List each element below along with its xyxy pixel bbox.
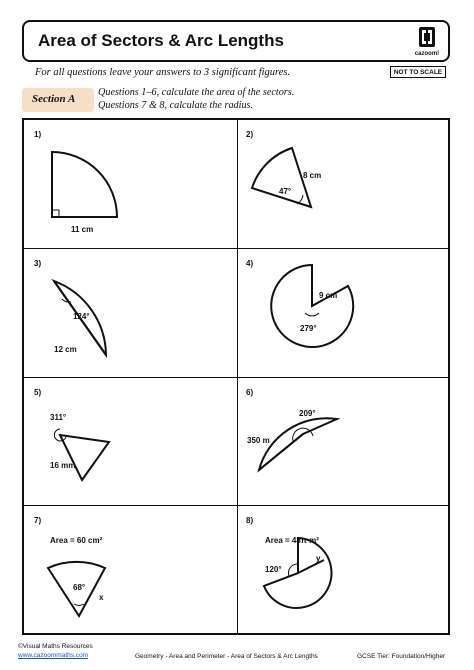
instructions: For all questions leave your answers to 3 significant figures.: [35, 67, 291, 78]
logo-text: cazoom!: [414, 51, 440, 57]
label-1-radius: 11 cm: [71, 225, 94, 234]
sector-diagram-5: [24, 378, 236, 506]
label-7-angle: 68°: [73, 583, 86, 592]
label-6-angle: 209°: [299, 409, 316, 418]
label-5-angle: 311°: [50, 413, 67, 422]
label-8-angle: 120°: [265, 565, 282, 574]
label-3-radius: 12 cm: [54, 345, 77, 354]
sector-diagram-1: [24, 120, 236, 248]
question-number-7: 7): [34, 516, 42, 525]
question-number-2: 2): [246, 130, 254, 139]
question-number-5: 5): [34, 388, 42, 397]
sector-diagram-2: [237, 120, 448, 248]
question-number-1: 1): [34, 130, 42, 139]
sector-diagram-3: [24, 249, 236, 377]
sector-diagram-7: [24, 506, 236, 634]
footer-topic: Geometry - Area and Perimeter - Area of Sectors & Arc Lengths: [135, 653, 318, 660]
section-label: Section A: [32, 93, 76, 105]
question-number-6: 6): [246, 388, 254, 397]
label-3-angle: 124°: [73, 312, 90, 321]
section-instruction-1: Questions 1–6, calculate the area of the sectors.: [98, 87, 295, 98]
question-number-3: 3): [34, 259, 42, 268]
label-5-radius: 16 mm: [50, 461, 76, 470]
footer-tier: GCSE Tier: Foundation/Higher: [357, 653, 446, 660]
footer-copyright: ©Visual Maths Resources: [18, 643, 93, 650]
sector-diagram-8: [237, 506, 448, 634]
label-8-unknown: y: [316, 554, 321, 563]
footer-link[interactable]: www.cazoommaths.com: [18, 652, 89, 659]
label-4-radius: 9 cm: [319, 291, 338, 300]
label-6-radius: 350 m: [247, 436, 270, 445]
footer-left: [18, 642, 93, 660]
section-instruction-2: Questions 7 & 8, calculate the radius.: [98, 100, 254, 111]
questions-grid: [22, 118, 450, 635]
title-box: [22, 20, 450, 62]
not-to-scale-badge: NOT TO SCALE: [390, 66, 446, 78]
label-8-area: Area = 48π m²: [265, 536, 319, 545]
sector-diagram-6: [237, 378, 448, 506]
question-number-4: 4): [246, 259, 254, 268]
label-7-unknown: x: [99, 593, 104, 602]
question-number-8: 8): [246, 516, 254, 525]
label-4-angle: 279°: [300, 324, 317, 333]
label-2-angle: 47°: [279, 187, 292, 196]
sector-diagram-4: [237, 249, 448, 377]
label-2-radius: 8 cm: [303, 171, 322, 180]
label-7-area: Area = 60 cm²: [50, 536, 103, 545]
page-title: Area of Sectors & Arc Lengths: [38, 31, 284, 50]
